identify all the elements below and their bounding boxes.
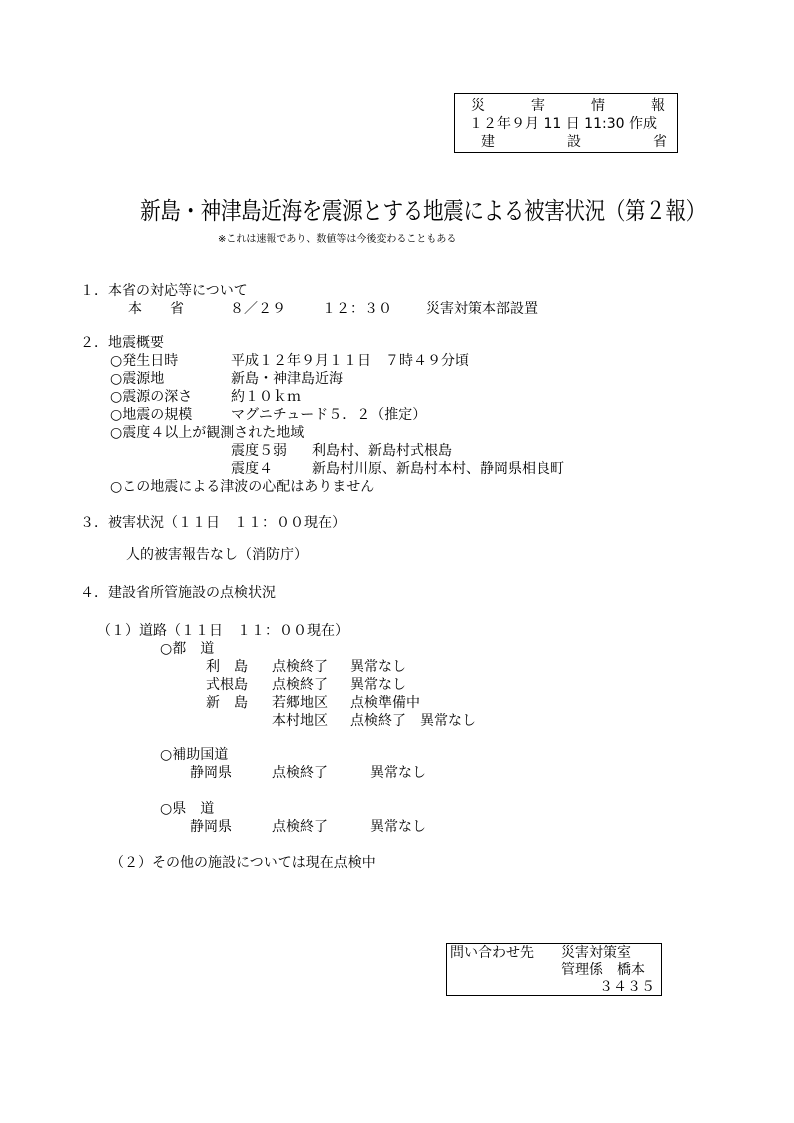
- report-stamp-box: [454, 93, 678, 153]
- sec2-label: ○地震の規模: [110, 407, 193, 423]
- metro-status: 異常なし: [350, 677, 406, 693]
- sec1-item-action: 災害対策本部設置: [426, 301, 538, 317]
- metro-status: 点検準備中: [350, 695, 420, 711]
- intensity-heading: ○震度４以上が観測された地域: [110, 425, 305, 441]
- contact-person: 管理係 橋本: [561, 962, 645, 978]
- pref-road-check: 点検終了: [272, 819, 328, 835]
- stamp-org-char: 建: [481, 134, 495, 150]
- stamp-heading-char: 情: [591, 98, 605, 114]
- aux-road-status: 異常なし: [370, 765, 426, 781]
- stamp-org-char: 設: [567, 134, 581, 150]
- stamp-heading-char: 報: [651, 98, 665, 114]
- metro-district: 若郷地区: [272, 695, 328, 711]
- pref-road-place: 静岡県: [190, 819, 232, 835]
- sec1-item-ministry: 本 省: [128, 301, 184, 317]
- stamp-heading-char: 災: [471, 98, 485, 114]
- tsunami-note: ○この地震による津波の心配はありません: [110, 479, 375, 495]
- preliminary-note: ※これは速報であり、数値等は今後変わることもある: [218, 234, 457, 245]
- metro-district: 点検終了: [272, 659, 328, 675]
- stamp-date: １２年９月 11 日 11:30 作成: [469, 116, 657, 132]
- sec2-value: 新島・神津島近海: [231, 371, 343, 387]
- metro-place: 新 島: [206, 695, 248, 711]
- stamp-org: [455, 133, 677, 151]
- stamp-heading-char: 害: [531, 98, 545, 114]
- roads-heading: （１）道路（１１日 １１：００現在）: [97, 623, 349, 639]
- sec2-label: ○震源地: [110, 371, 165, 387]
- metro-place: 利 島: [206, 659, 248, 675]
- other-facilities: （２）その他の施設については現在点検中: [110, 855, 376, 871]
- sec2-label: ○震源の深さ: [110, 389, 193, 405]
- intensity-level: 震度４: [231, 461, 273, 477]
- stamp-heading: [455, 97, 677, 115]
- section-1-heading: １．本省の対応等について: [80, 283, 248, 299]
- contact-office: 災害対策室: [561, 945, 631, 961]
- metro-place: 式根島: [206, 677, 248, 693]
- sec2-value: マグニチュード５．２（推定）: [231, 407, 427, 423]
- section-3-heading: ３．被害状況（１１日 １１：００現在）: [80, 515, 346, 531]
- sec1-item-date: ８／２９: [230, 301, 286, 317]
- section-2-heading: ２．地震概要: [80, 335, 164, 351]
- pref-road-status: 異常なし: [370, 819, 426, 835]
- metro-district: 点検終了: [272, 677, 328, 693]
- contact-label: 問い合わせ先: [450, 945, 534, 961]
- metro-district: 本村地区: [272, 713, 328, 729]
- sec2-value: 平成１２年９月１１日 ７時４９分頃: [231, 353, 469, 369]
- pref-road-heading: ○県 道: [160, 801, 215, 817]
- intensity-areas: 利島村、新島村式根島: [312, 443, 452, 459]
- sec1-item-time: １２：３０: [322, 301, 392, 317]
- damage-report: 人的被害報告なし（消防庁）: [126, 547, 308, 563]
- section-4-heading: ４．建設省所管施設の点検状況: [80, 585, 276, 601]
- aux-road-place: 静岡県: [190, 765, 232, 781]
- aux-road-check: 点検終了: [272, 765, 328, 781]
- metro-status: 点検終了 異常なし: [350, 713, 476, 729]
- metro-road-heading: ○都 道: [160, 641, 215, 657]
- aux-road-heading: ○補助国道: [160, 747, 229, 763]
- document-title: 新島・神津島近海を震源とする地震による被害状況（第２報）: [140, 197, 706, 225]
- intensity-areas: 新島村川原、新島村本村、静岡県相良町: [312, 461, 564, 477]
- stamp-org-char: 省: [653, 134, 667, 150]
- sec2-value: 約１０ｋｍ: [231, 389, 301, 405]
- metro-status: 異常なし: [350, 659, 406, 675]
- contact-box: [446, 943, 662, 996]
- intensity-level: 震度５弱: [231, 443, 287, 459]
- contact-extension: ３４３５: [599, 979, 655, 995]
- sec2-label: ○発生日時: [110, 353, 179, 369]
